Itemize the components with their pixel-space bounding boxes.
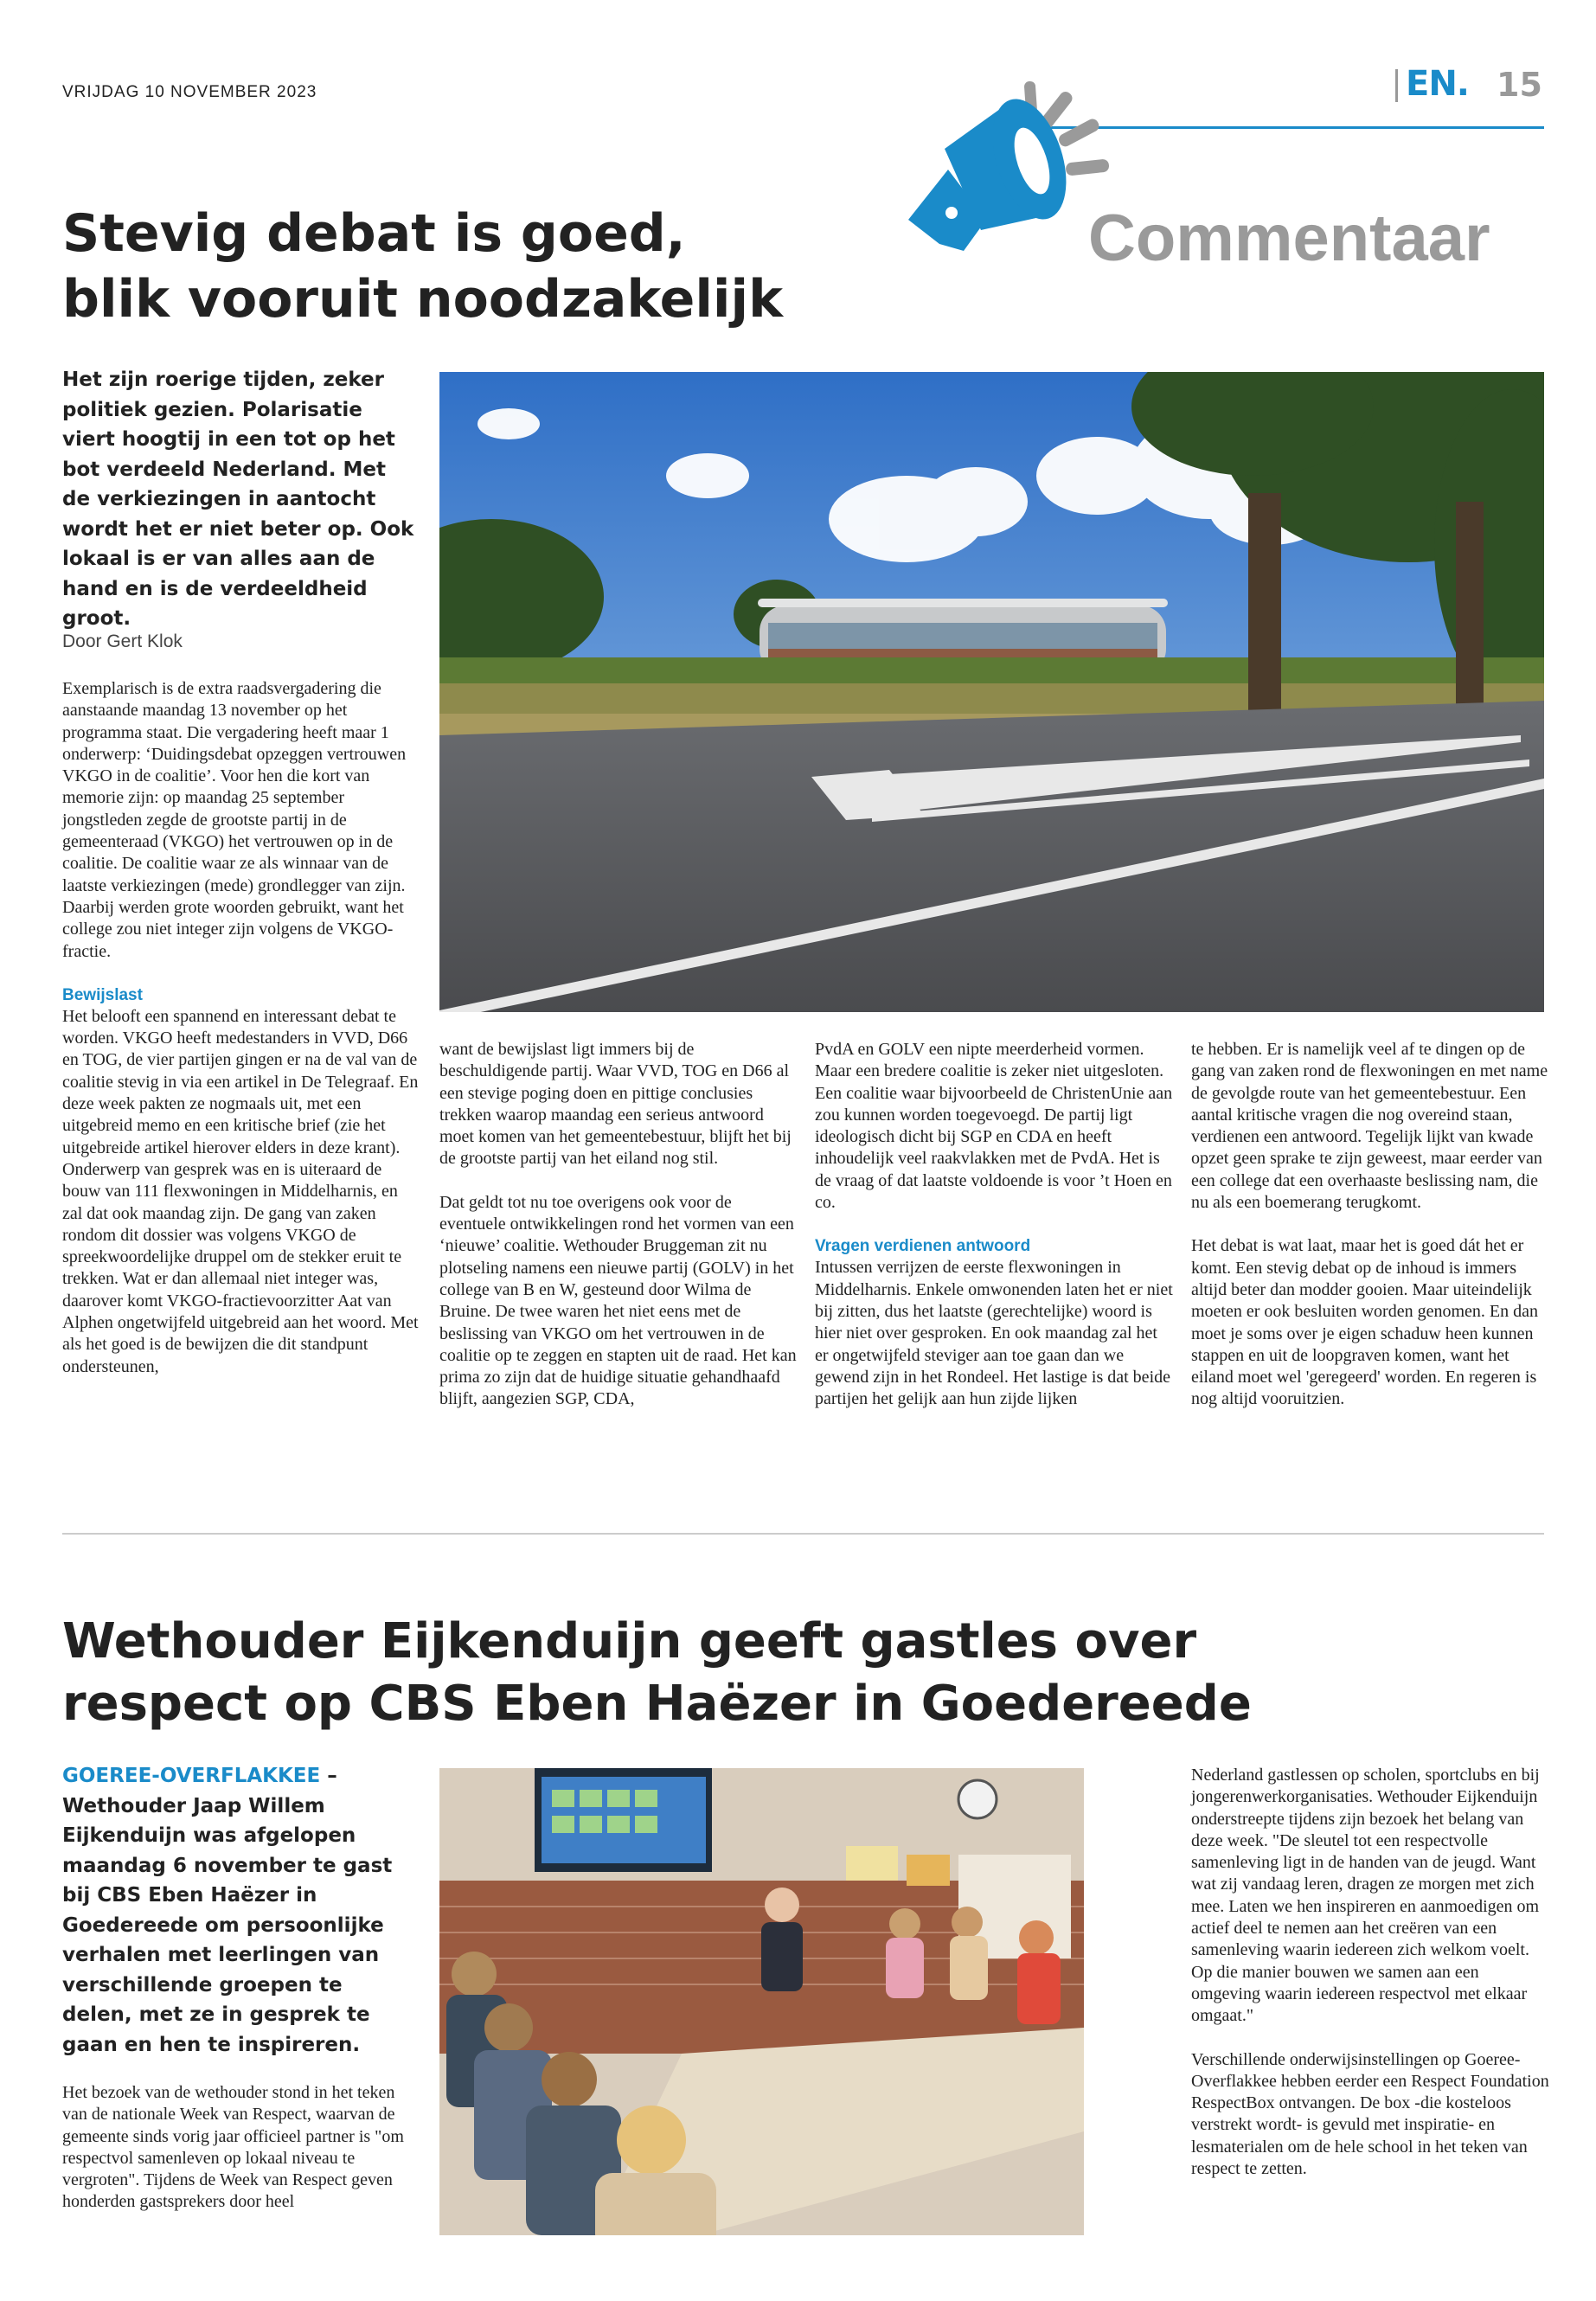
article1-headline-line2: blik vooruit noodzakelijk <box>62 269 783 330</box>
article1-subhead-bewijslast: Bewijslast <box>62 985 143 1004</box>
article1-headline <box>62 201 927 332</box>
article2-column-1 <box>62 2082 420 2235</box>
page-number: 15 <box>1497 66 1542 104</box>
article1-col3-paragraph: PvdA en GOLV een nipte meerderheid vormen. Maar een bredere coalitie is zeker niet uitgesloten. Een coalitie waar bijvoorbeeld de ChristenUnie aan zou kunnen worden toegevoegd. De partij ligt ideologisch dicht bij SGP en CDA en heeft inhoudelijk veel raakvlakken met de PvdA. Het is de vraag of dat laatste voldoende is voor ’t Hoen en co. <box>815 1040 1173 1213</box>
article2-col1-paragraph: Het bezoek van de wethouder stond in het teken van de nationale Week van Respect, waarvan de gemeente sinds vorig jaar officieel partner is "om respectvol samenleven op lokaal niveau te vergroten". Tijdens de Week van Respect geven honderden gastsprekers door heel <box>62 2083 404 2212</box>
article1-subhead-vragen: Vragen verdienen antwoord <box>815 1237 1031 1256</box>
brand-divider <box>1395 69 1398 102</box>
article2-headline-line1: Wethouder Eijkenduijn geeft gastles over <box>62 1613 1197 1670</box>
article1-headline-line1: Stevig debat is goed, <box>62 203 686 264</box>
article1-lead: Het zijn roerige tijden, zeker politiek gezien. Polarisatie viert hoogtij in een tot op het bot verdeeld Nederland. Met de verkiezingen in aantocht wordt het er niet beter op. Ook lokaal is er van alles aan de hand en is de verdeeldheid groot. <box>62 369 414 630</box>
article1-column-4 <box>1191 1039 1549 1433</box>
publication-date: VRIJDAG 10 NOVEMBER 2023 <box>62 83 317 101</box>
article-divider <box>62 1533 1544 1535</box>
article1-column-3 <box>815 1039 1173 1432</box>
article1-col4-paragraph: te hebben. Er is namelijk veel af te dingen op de gang van zaken rond de flexwoningen en met name de gevolgde route van het gemeentebestuur. Een aantal kritische vragen die nog overeind staan, verdienen een antwoord. Tegelijk lijkt van kwade opzet geen sprake te zijn geweest, maar eerder van een college dat een overhaaste beslissing nam, die nu als een boemerang terugkomt. <box>1191 1040 1548 1213</box>
article2-kicker-dash: – <box>320 1765 337 1787</box>
article1-byline: Door Gert Klok <box>62 631 183 651</box>
article1-col2-paragraph: want de bewijslast ligt immers bij de beschuldigende partij. Waar VVD, TOG en D66 al een stevige poging doen en pittige conclusies trekken waarop maandag een serieus antwoord moet komen van het gemeentebestuur, blijft het bij de grootste partij van het eiland nog stil. <box>439 1040 792 1169</box>
article2-photo <box>439 1768 1084 2235</box>
article1-column-1 <box>62 678 420 1400</box>
article2-headline-line2: respect op CBS Eben Haëzer in Goedereede <box>62 1676 1252 1732</box>
article1-col1-paragraph: Exemplarisch is de extra raadsvergadering die aanstaande maandag 13 november op het programma staat. Die vergadering heeft maar 1 onderwerp: ‘Duidingsdebat opzeggen vertrouwen VKGO in de coalitie’. Voor hen die kort van memorie zijn: op maandag 25 september jongstleden zegde de grootste partij in de gemeenteraad (VKGO) het vertrouwen op in de coalitie. De coalitie waar ze als winnaar van de laatste verkiezingen (mede) grondlegger van zijn. Daarbij werden grote woorden gebruikt, want het college zou niet integer zijn volgens de VKGO-fractie. <box>62 679 407 961</box>
article1-col3-paragraph: Intussen verrijzen de eerste flexwoningen in Middelharnis. Enkele omwonenden laten het er niet bij zitten, dus het laatste (gerechtelijke) woord is hier niet over gesproken. En ook maandag zal het er ongetwijfeld steviger aan toe gaan dan we gewend zijn in het Rondeel. Het lastige is dat beide partijen het gelijk aan hun zijde lijken <box>815 1258 1173 1409</box>
brand-logo: EN. <box>1406 64 1469 104</box>
article2-lead: Wethouder Jaap Willem Eijkenduijn was afgelopen maandag 6 november te gast bij CBS Eben Haëzer in Goedereede om persoonlijke verhalen met leerlingen van verschillende groepen te delen, met ze in gesprek te gaan en hen te inspireren. <box>62 1794 393 2056</box>
article2-kicker: GOEREE-OVERFLAKKEE <box>62 1765 321 1787</box>
article1-photo <box>439 372 1544 1012</box>
section-title: Commentaar <box>1088 202 1490 275</box>
classroom-illustration <box>439 1768 1084 2235</box>
article1-col2-paragraph: Dat geldt tot nu toe overigens ook voor de eventuele ontwikkelingen rond het vormen van een ‘nieuwe’ coalitie. Wethouder Bruggeman zit nu plotseling namens een nieuwe partij (GOLV) in het college van B en W, gesteund door Wilma de Bruine. De twee waren het niet eens met de beslissing van VKGO om het vertrouwen in de coalitie op te zeggen en stapten uit de raad. Het kan prima zo zijn dat de huidige situatie gehandhaafd blijft, aangezien SGP, CDA, <box>439 1192 797 1409</box>
article2-col2-paragraph: Nederland gastlessen op scholen, sportclubs en bij jongerenwerkorganisaties. Wethouder Eijkenduijn onderstreepte tijdens zijn bezoek het belang van deze week. "De sleutel tot een respectvolle samenleving ligt in de handen van de jeugd. Want wat zij vandaag leren, dragen ze morgen met zich mee. Laten we hen inspireren en aanmoedigen om actief deel te nemen aan het creëren van een samenleving waarin iedereen zich welkom voelt. Op die manier bouwen we samen aan een omgeving waarin iedereen respectvol met elkaar omgaat." <box>1191 1766 1540 2026</box>
sound-line-3 <box>1065 158 1109 176</box>
article1-col4-paragraph: Het debat is wat laat, maar het is goed dát het er komt. Een stevig debat op de inhoud is immers altijd beter dan modder gooien. Maar uiteindelijk moeten er ook besluiten worden genomen. En dan moet je soms over je eigen schaduw heen kunnen stappen en uit de loopgraven komen, want het eiland moet wel 'geregeerd' worden. En regeren is nog altijd vooruitzien. <box>1191 1236 1538 1409</box>
sound-line-2 <box>1057 117 1101 149</box>
article1-column-2 <box>439 1039 798 1433</box>
road-building-illustration <box>439 372 1544 1012</box>
article2-col2-paragraph: Verschillende onderwijsinstellingen op Goeree-Overflakkee hebben eerder een Respect Foundation RespectBox ontvangen. De box -die kosteloos verstrekt wordt- is gevuld met inspiratie- en lesmaterialen om de hele school in het teken van respect te zetten. <box>1191 2049 1549 2179</box>
article2-column-2 <box>1191 1765 1549 2202</box>
article1-col1-paragraph: Het belooft een spannend en interessant debat te worden. VKGO heeft medestanders in VVD, D66 en TOG, de vier partijen gingen er na de val van de coalitie stevig in via een artikel in De Telegraaf. En deze week pakten ze nogmaals uit, met een uitgebreid memo en een kritische brief (zie het uitgebreide artikel hierover elders in deze krant). Onderwerp van gesprek was en is uiteraard de bouw van 111 flexwoningen in Middelharnis, en zal dat ook maandag zijn. De gang van zaken rondom dit dossier was volgens VKGO de spreekwoordelijke druppel om de stekker eruit te trekken. Wat er dan allemaal niet integer was, daarover komt VKGO-fractievoorzitter Aat van Alphen ongetwijfeld uitgebreid aan het woord. Met als het goed is de bewijzen die dit standpunt ondersteunen, <box>62 1006 419 1376</box>
article2-headline <box>62 1611 1360 1735</box>
article2-lead-block <box>62 1761 417 2060</box>
